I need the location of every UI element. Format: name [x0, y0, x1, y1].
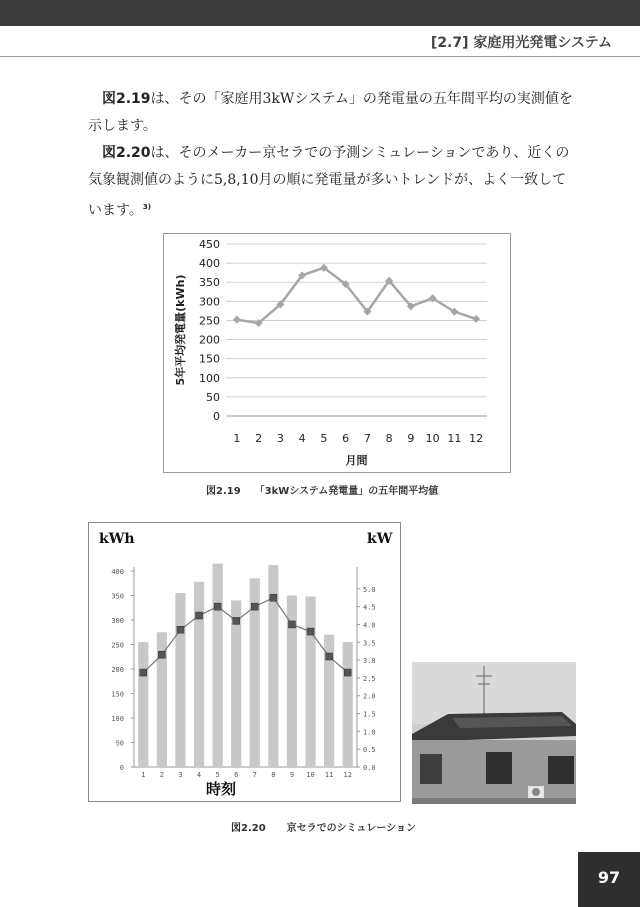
caption-2-19-text: 「3kWシステム発電量」の五年間平均値 — [254, 486, 439, 497]
figure-2-19-chart — [163, 233, 511, 473]
data-point-marker — [326, 653, 333, 660]
right-tick-label: 5.0 — [363, 585, 376, 594]
bar — [138, 642, 148, 767]
figure-2-20-caption — [231, 819, 416, 834]
y-tick-label: 250 — [199, 314, 220, 328]
y-tick-label: 150 — [199, 352, 220, 366]
right-unit-label: kW — [367, 531, 393, 547]
data-point-marker — [233, 617, 240, 624]
right-tick-label: 3.0 — [363, 657, 376, 666]
figure-2-19-caption — [206, 482, 438, 497]
right-tick-label: 0.5 — [363, 746, 376, 755]
data-point-marker — [196, 612, 203, 619]
x-tick-label: 10 — [425, 432, 440, 445]
x-tick-label: 12 — [343, 771, 352, 779]
right-tick-label: 0.0 — [363, 764, 376, 772]
body-text — [88, 86, 578, 225]
bar — [305, 596, 315, 767]
chart-2-20-xlabel: 時刻 — [206, 780, 237, 798]
paragraph-1 — [88, 86, 578, 140]
x-axis-label: 月間 — [345, 454, 368, 467]
y-tick-label: 100 — [199, 371, 220, 385]
data-point-marker — [288, 621, 295, 628]
x-tick-label: 3 — [178, 771, 183, 779]
x-tick-label: 10 — [306, 771, 315, 779]
left-unit-label: kWh — [99, 531, 135, 547]
left-tick-label: 250 — [111, 641, 124, 650]
x-tick-label: 7 — [363, 432, 371, 445]
caption-2-20-text: 京セラでのシミュレーション — [286, 823, 416, 834]
x-tick-label: 2 — [159, 771, 164, 779]
data-point-marker — [158, 651, 165, 658]
right-tick-label: 4.0 — [363, 621, 376, 630]
left-tick-label: 350 — [111, 592, 124, 601]
x-tick-label: 4 — [298, 432, 306, 445]
x-tick-label: 2 — [255, 432, 263, 445]
data-point-marker — [233, 316, 241, 324]
bar — [231, 600, 241, 767]
house-photo — [412, 662, 576, 804]
data-point-marker — [472, 315, 480, 323]
citation-ref: 3) — [142, 203, 151, 211]
x-tick-label: 1 — [141, 771, 146, 779]
data-point-marker — [307, 628, 314, 635]
x-tick-label: 11 — [447, 432, 462, 445]
bar — [343, 642, 353, 767]
y-axis-label: 5年平均発電量(kWh) — [174, 274, 187, 386]
x-tick-label: 9 — [289, 771, 295, 779]
x-tick-label: 6 — [234, 771, 239, 779]
x-tick-label: 8 — [385, 432, 393, 445]
data-point-marker — [140, 669, 147, 676]
data-point-marker — [251, 603, 258, 610]
caption-2-19-number: 図2.19 — [206, 486, 241, 497]
x-tick-label: 7 — [252, 771, 257, 779]
x-tick-label: 5 — [215, 771, 220, 779]
x-tick-label: 11 — [324, 771, 334, 779]
top-bar — [0, 0, 640, 26]
figure-2-20-chart — [88, 522, 401, 802]
x-tick-label: 4 — [196, 771, 202, 779]
series-line — [143, 598, 347, 673]
figure-ref-2-19: 図2.19 — [102, 91, 151, 107]
data-point-marker — [214, 603, 221, 610]
right-tick-label: 1.0 — [363, 728, 376, 737]
data-point-marker — [344, 669, 351, 676]
y-tick-label: 400 — [199, 257, 220, 271]
y-tick-label: 450 — [199, 238, 220, 251]
bar — [213, 564, 223, 767]
house-photo-image — [412, 662, 576, 804]
x-tick-label: 3 — [276, 432, 284, 445]
x-tick-label: 5 — [320, 432, 328, 445]
chart-2-19-svg — [164, 234, 510, 472]
x-tick-label: 6 — [342, 432, 350, 445]
paragraph-2-text: は、そのメーカー京セラでの予測シミュレーションであり、近くの気象観測値のように5,8,10月の順に発電量が多いトレンドが、よく一致しています。 — [88, 145, 570, 219]
right-tick-label: 1.5 — [363, 710, 376, 719]
left-tick-label: 200 — [111, 666, 124, 674]
paragraph-1-text: は、その「家庭用3kWシステム」の発電量の五年間平均の実測値を示します。 — [88, 91, 573, 134]
paragraph-2 — [88, 140, 578, 225]
right-tick-label: 2.0 — [363, 692, 376, 701]
x-tick-label: 12 — [469, 432, 484, 445]
right-tick-label: 4.5 — [363, 603, 376, 612]
left-tick-label: 100 — [111, 715, 124, 723]
left-tick-label: 400 — [111, 568, 124, 576]
bar — [175, 593, 185, 767]
data-point-marker — [270, 594, 277, 601]
page-number-tab — [578, 852, 640, 907]
series-line — [237, 268, 476, 323]
section-title: [2.7] 家庭用光発電システム — [430, 35, 612, 51]
x-tick-label: 1 — [233, 432, 241, 445]
y-tick-label: 300 — [199, 295, 220, 309]
left-tick-label: 50 — [115, 739, 124, 748]
left-tick-label: 150 — [111, 690, 124, 699]
y-tick-label: 50 — [206, 390, 220, 404]
page-number: 97 — [597, 868, 621, 887]
chart-2-20-svg — [89, 523, 400, 801]
x-tick-label: 8 — [271, 771, 276, 779]
right-tick-label: 2.5 — [363, 674, 376, 683]
left-tick-label: 0 — [119, 764, 124, 772]
bar — [194, 582, 204, 767]
figure-ref-2-20: 図2.20 — [102, 145, 151, 161]
left-tick-label: 300 — [111, 617, 124, 625]
y-tick-label: 200 — [199, 333, 220, 347]
right-tick-label: 3.5 — [363, 639, 376, 648]
data-point-marker — [177, 626, 184, 633]
caption-2-20-number: 図2.20 — [231, 823, 266, 834]
x-tick-label: 9 — [407, 432, 415, 445]
y-tick-label: 0 — [213, 410, 220, 423]
header-rule — [0, 56, 640, 57]
y-tick-label: 350 — [199, 276, 220, 290]
